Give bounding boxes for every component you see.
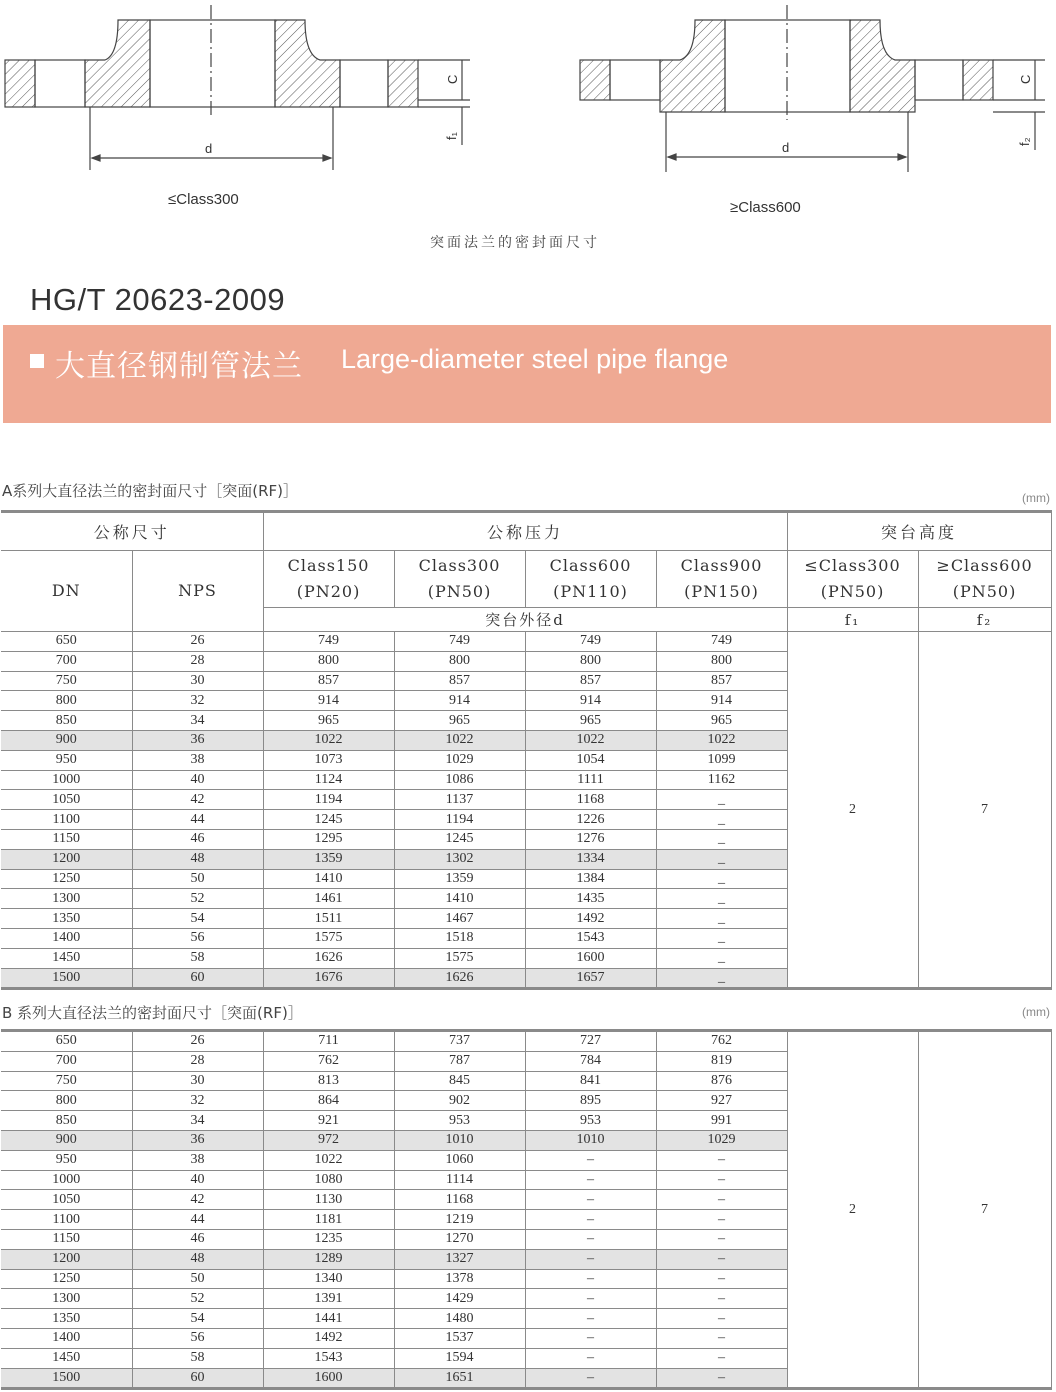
- table-cell: 1060: [394, 1150, 525, 1170]
- table-cell: 46: [132, 829, 263, 849]
- header-height-le300: ≤Class300 (PN50): [787, 551, 918, 608]
- table-cell: 48: [132, 849, 263, 869]
- table-cell: 1450: [1, 1348, 132, 1368]
- table-cell: 1200: [1, 1249, 132, 1269]
- flange-drawing-class600: [580, 5, 1045, 172]
- table-cell: 1300: [1, 1289, 132, 1309]
- table-cell: 44: [132, 810, 263, 830]
- table-cell: 50: [132, 869, 263, 889]
- table-cell: 914: [656, 691, 787, 711]
- table-cell: 1500: [1, 1368, 132, 1389]
- table-cell: –: [656, 1309, 787, 1329]
- table-cell: –: [525, 1348, 656, 1368]
- table-cell: 876: [656, 1071, 787, 1091]
- table-cell: 841: [525, 1071, 656, 1091]
- table-cell: _: [656, 790, 787, 810]
- table-cell: 900: [1, 730, 132, 750]
- table-cell: 900: [1, 1130, 132, 1150]
- table-cell: –: [656, 1289, 787, 1309]
- table-cell: 1492: [263, 1328, 394, 1348]
- table-cell: 965: [263, 711, 394, 731]
- table-cell: 727: [525, 1031, 656, 1052]
- table-cell: 1391: [263, 1289, 394, 1309]
- table-cell: 850: [1, 1111, 132, 1131]
- table-cell: –: [525, 1150, 656, 1170]
- table-cell: 30: [132, 1071, 263, 1091]
- drawing-caption: 突面法兰的密封面尺寸: [430, 235, 600, 251]
- flange-drawing-class300: [5, 5, 470, 170]
- header-class150: Class150 (PN20): [263, 551, 394, 608]
- table-cell: 1050: [1, 790, 132, 810]
- table-cell: 711: [263, 1031, 394, 1052]
- table-cell: –: [656, 1269, 787, 1289]
- f1-value: 2: [787, 1031, 918, 1389]
- table-cell: 36: [132, 730, 263, 750]
- table-cell: 857: [525, 671, 656, 691]
- table-cell: 800: [1, 1091, 132, 1111]
- table-cell: –: [525, 1328, 656, 1348]
- table-cell: 34: [132, 1111, 263, 1131]
- table-cell: 1350: [1, 1309, 132, 1329]
- table-cell: 1073: [263, 750, 394, 770]
- table-cell: 787: [394, 1051, 525, 1071]
- table-cell: 1086: [394, 770, 525, 790]
- table-cell: 1000: [1, 1170, 132, 1190]
- dim-d-left: d: [205, 141, 213, 156]
- table-cell: 850: [1, 711, 132, 731]
- table-cell: 1410: [394, 889, 525, 909]
- table-cell: –: [656, 1190, 787, 1210]
- table-cell: 1194: [263, 790, 394, 810]
- table-cell: 1657: [525, 968, 656, 989]
- table-a: [1, 510, 1052, 990]
- table-cell: 1226: [525, 810, 656, 830]
- table-cell: 1594: [394, 1348, 525, 1368]
- table-cell: 1010: [394, 1130, 525, 1150]
- table-cell: –: [656, 1150, 787, 1170]
- table-cell: 1626: [263, 948, 394, 968]
- table-cell: 914: [525, 691, 656, 711]
- table-cell: 1276: [525, 829, 656, 849]
- table-cell: 1124: [263, 770, 394, 790]
- table-cell: 28: [132, 651, 263, 671]
- table-cell: 1168: [525, 790, 656, 810]
- table-cell: 1029: [656, 1130, 787, 1150]
- header-nps: NPS: [132, 551, 263, 632]
- table-cell: 1080: [263, 1170, 394, 1190]
- table-cell: _: [656, 889, 787, 909]
- table-cell: 40: [132, 1170, 263, 1190]
- banner-title-en: Large-diameter steel pipe flange: [341, 344, 729, 374]
- table-cell: 38: [132, 750, 263, 770]
- table-cell: 857: [656, 671, 787, 691]
- table-cell: 30: [132, 671, 263, 691]
- table-cell: 1543: [263, 1348, 394, 1368]
- table-cell: 54: [132, 1309, 263, 1329]
- table-cell: –: [525, 1309, 656, 1329]
- table-cell: 927: [656, 1091, 787, 1111]
- table-cell: 46: [132, 1229, 263, 1249]
- table-cell: 1511: [263, 909, 394, 929]
- f2-value: 7: [918, 1031, 1051, 1389]
- table-cell: 1626: [394, 968, 525, 989]
- table-cell: 1022: [263, 730, 394, 750]
- table-cell: 972: [263, 1130, 394, 1150]
- table-cell: 857: [263, 671, 394, 691]
- table-cell: 1410: [263, 869, 394, 889]
- table-cell: 1099: [656, 750, 787, 770]
- table-cell: –: [525, 1269, 656, 1289]
- table-cell: 32: [132, 691, 263, 711]
- table-cell: 1400: [1, 1328, 132, 1348]
- header-nominal-size: 公称尺寸: [1, 512, 263, 551]
- table-cell: 1302: [394, 849, 525, 869]
- table-cell: –: [656, 1368, 787, 1389]
- table-cell: 58: [132, 1348, 263, 1368]
- table-cell: _: [656, 829, 787, 849]
- table-cell: 34: [132, 711, 263, 731]
- table-cell: 813: [263, 1071, 394, 1091]
- table-cell: 762: [656, 1031, 787, 1052]
- table-cell: 1245: [394, 829, 525, 849]
- table-cell: 1111: [525, 770, 656, 790]
- header-outer-diameter: 突台外径d: [263, 608, 787, 632]
- table-cell: 965: [394, 711, 525, 731]
- table-cell: 1378: [394, 1269, 525, 1289]
- table-cell: 762: [263, 1051, 394, 1071]
- table-cell: –: [656, 1328, 787, 1348]
- table-cell: 749: [525, 632, 656, 652]
- table-cell: 40: [132, 770, 263, 790]
- table-cell: 1543: [525, 928, 656, 948]
- table-cell: 1054: [525, 750, 656, 770]
- table-cell: 1450: [1, 948, 132, 968]
- table-cell: _: [656, 849, 787, 869]
- table-cell: 650: [1, 1031, 132, 1052]
- table-cell: 56: [132, 928, 263, 948]
- table-cell: 1461: [263, 889, 394, 909]
- table-cell: 749: [394, 632, 525, 652]
- table-cell: 36: [132, 1130, 263, 1150]
- table-cell: 1137: [394, 790, 525, 810]
- table-cell: –: [525, 1368, 656, 1389]
- banner-title-cn: 大直径钢制管法兰: [55, 349, 303, 384]
- table-cell: 1029: [394, 750, 525, 770]
- dim-c-left: C: [445, 74, 460, 84]
- table-cell: 750: [1, 671, 132, 691]
- table-cell: 52: [132, 889, 263, 909]
- table-cell: 1327: [394, 1249, 525, 1269]
- table-cell: 1467: [394, 909, 525, 929]
- table-cell: 700: [1, 651, 132, 671]
- table-cell: 819: [656, 1051, 787, 1071]
- header-f2: f₂: [918, 608, 1051, 632]
- table-cell: 845: [394, 1071, 525, 1091]
- table-cell: 60: [132, 1368, 263, 1389]
- table-cell: 750: [1, 1071, 132, 1091]
- table-cell: 48: [132, 1249, 263, 1269]
- table-cell: 1022: [525, 730, 656, 750]
- table-cell: 26: [132, 632, 263, 652]
- table-cell: 1168: [394, 1190, 525, 1210]
- table-cell: 1600: [525, 948, 656, 968]
- table-cell: 1384: [525, 869, 656, 889]
- header-dn: DN: [1, 551, 132, 632]
- table-cell: _: [656, 928, 787, 948]
- table-cell: 1340: [263, 1269, 394, 1289]
- section-banner: [3, 325, 1051, 423]
- table-cell: 26: [132, 1031, 263, 1052]
- banner-square-icon: [30, 354, 44, 368]
- table-cell: 902: [394, 1091, 525, 1111]
- table-cell: 56: [132, 1328, 263, 1348]
- header-class900: Class900 (PN150): [656, 551, 787, 608]
- table-cell: 921: [263, 1111, 394, 1131]
- table-cell: 1130: [263, 1190, 394, 1210]
- table-cell: 1181: [263, 1210, 394, 1230]
- table-cell: –: [656, 1249, 787, 1269]
- table-cell: –: [525, 1289, 656, 1309]
- table-cell: 42: [132, 790, 263, 810]
- table-cell: 1400: [1, 928, 132, 948]
- table-cell: 1000: [1, 770, 132, 790]
- table-cell: 1435: [525, 889, 656, 909]
- table-cell: 38: [132, 1150, 263, 1170]
- flange-drawings: [0, 0, 1056, 230]
- header-f1: f₁: [787, 608, 918, 632]
- header-nominal-pressure: 公称压力: [263, 512, 787, 551]
- table-cell: 44: [132, 1210, 263, 1230]
- table-cell: 50: [132, 1269, 263, 1289]
- table-b-title: B 系列大直径法兰的密封面尺寸［突面(RF)］: [2, 1004, 303, 1022]
- table-cell: 953: [394, 1111, 525, 1131]
- table-cell: –: [525, 1249, 656, 1269]
- table-a-unit: (mm): [1022, 491, 1050, 505]
- table-cell: 1350: [1, 909, 132, 929]
- table-cell: 1289: [263, 1249, 394, 1269]
- table-cell: 784: [525, 1051, 656, 1071]
- table-cell: 1022: [263, 1150, 394, 1170]
- table-cell: 700: [1, 1051, 132, 1071]
- table-cell: 1050: [1, 1190, 132, 1210]
- table-cell: 54: [132, 909, 263, 929]
- f2-value: 7: [918, 632, 1051, 989]
- table-cell: –: [525, 1229, 656, 1249]
- table-b: [1, 1029, 1052, 1390]
- table-cell: 1600: [263, 1368, 394, 1389]
- table-cell: 914: [394, 691, 525, 711]
- table-cell: 950: [1, 750, 132, 770]
- table-cell: 1575: [263, 928, 394, 948]
- table-cell: 1245: [263, 810, 394, 830]
- table-cell: 1022: [394, 730, 525, 750]
- table-cell: _: [656, 968, 787, 989]
- table-cell: 1429: [394, 1289, 525, 1309]
- dim-c-right: C: [1018, 74, 1033, 84]
- table-cell: 1022: [656, 730, 787, 750]
- header-class300: Class300 (PN50): [394, 551, 525, 608]
- table-cell: 991: [656, 1111, 787, 1131]
- table-b-unit: (mm): [1022, 1005, 1050, 1019]
- table-cell: 1334: [525, 849, 656, 869]
- table-cell: 1219: [394, 1210, 525, 1230]
- header-height-ge600: ≥Class600 (PN50): [918, 551, 1051, 608]
- table-cell: 965: [525, 711, 656, 731]
- table-cell: 60: [132, 968, 263, 989]
- table-cell: 1651: [394, 1368, 525, 1389]
- table-cell: 895: [525, 1091, 656, 1111]
- table-cell: 800: [525, 651, 656, 671]
- table-cell: 965: [656, 711, 787, 731]
- dim-d-right: d: [782, 140, 790, 155]
- table-cell: _: [656, 909, 787, 929]
- table-cell: 1295: [263, 829, 394, 849]
- table-cell: 32: [132, 1091, 263, 1111]
- header-class600: Class600 (PN110): [525, 551, 656, 608]
- dim-f2: f₂: [1017, 137, 1032, 146]
- f1-value: 2: [787, 632, 918, 989]
- table-cell: 953: [525, 1111, 656, 1131]
- table-cell: 800: [263, 651, 394, 671]
- table-cell: 1359: [394, 869, 525, 889]
- table-cell: 1162: [656, 770, 787, 790]
- header-raised-height: 突台高度: [787, 512, 1051, 551]
- table-cell: 914: [263, 691, 394, 711]
- table-cell: –: [525, 1190, 656, 1210]
- table-cell: 1537: [394, 1328, 525, 1348]
- table-cell: 1114: [394, 1170, 525, 1190]
- table-cell: 52: [132, 1289, 263, 1309]
- table-cell: 650: [1, 632, 132, 652]
- table-cell: 1235: [263, 1229, 394, 1249]
- table-cell: 1575: [394, 948, 525, 968]
- table-cell: 1492: [525, 909, 656, 929]
- table-cell: 1150: [1, 829, 132, 849]
- table-cell: 737: [394, 1031, 525, 1052]
- table-cell: 749: [656, 632, 787, 652]
- table-cell: –: [656, 1229, 787, 1249]
- table-cell: 1150: [1, 1229, 132, 1249]
- table-cell: 1250: [1, 1269, 132, 1289]
- table-cell: –: [656, 1210, 787, 1230]
- table-cell: 950: [1, 1150, 132, 1170]
- table-cell: 1100: [1, 1210, 132, 1230]
- table-cell: 800: [656, 651, 787, 671]
- table-cell: 1480: [394, 1309, 525, 1329]
- table-row: [1, 632, 1051, 652]
- table-row: [1, 1031, 1051, 1052]
- dim-f1: f₁: [444, 132, 459, 140]
- table-cell: 1270: [394, 1229, 525, 1249]
- table-cell: 1300: [1, 889, 132, 909]
- table-cell: 800: [394, 651, 525, 671]
- label-class600: ≥Class600: [730, 199, 801, 216]
- table-cell: 1010: [525, 1130, 656, 1150]
- table-a-title: A系列大直径法兰的密封面尺寸［突面(RF)］: [2, 482, 299, 500]
- table-cell: _: [656, 810, 787, 830]
- table-cell: 1518: [394, 928, 525, 948]
- table-cell: 864: [263, 1091, 394, 1111]
- table-cell: 42: [132, 1190, 263, 1210]
- table-cell: 1200: [1, 849, 132, 869]
- table-cell: 58: [132, 948, 263, 968]
- table-cell: 1194: [394, 810, 525, 830]
- table-cell: 1500: [1, 968, 132, 989]
- table-cell: 749: [263, 632, 394, 652]
- table-cell: 1676: [263, 968, 394, 989]
- table-cell: 28: [132, 1051, 263, 1071]
- table-cell: 857: [394, 671, 525, 691]
- table-cell: _: [656, 948, 787, 968]
- table-cell: 800: [1, 691, 132, 711]
- standard-number: HG/T 20623-2009: [30, 282, 286, 317]
- table-cell: _: [656, 869, 787, 889]
- table-cell: –: [656, 1348, 787, 1368]
- label-class300: ≤Class300: [168, 191, 239, 208]
- table-cell: 1250: [1, 869, 132, 889]
- table-cell: 1359: [263, 849, 394, 869]
- table-cell: 1441: [263, 1309, 394, 1329]
- table-cell: 1100: [1, 810, 132, 830]
- table-cell: –: [525, 1210, 656, 1230]
- table-cell: –: [525, 1170, 656, 1190]
- table-cell: –: [656, 1170, 787, 1190]
